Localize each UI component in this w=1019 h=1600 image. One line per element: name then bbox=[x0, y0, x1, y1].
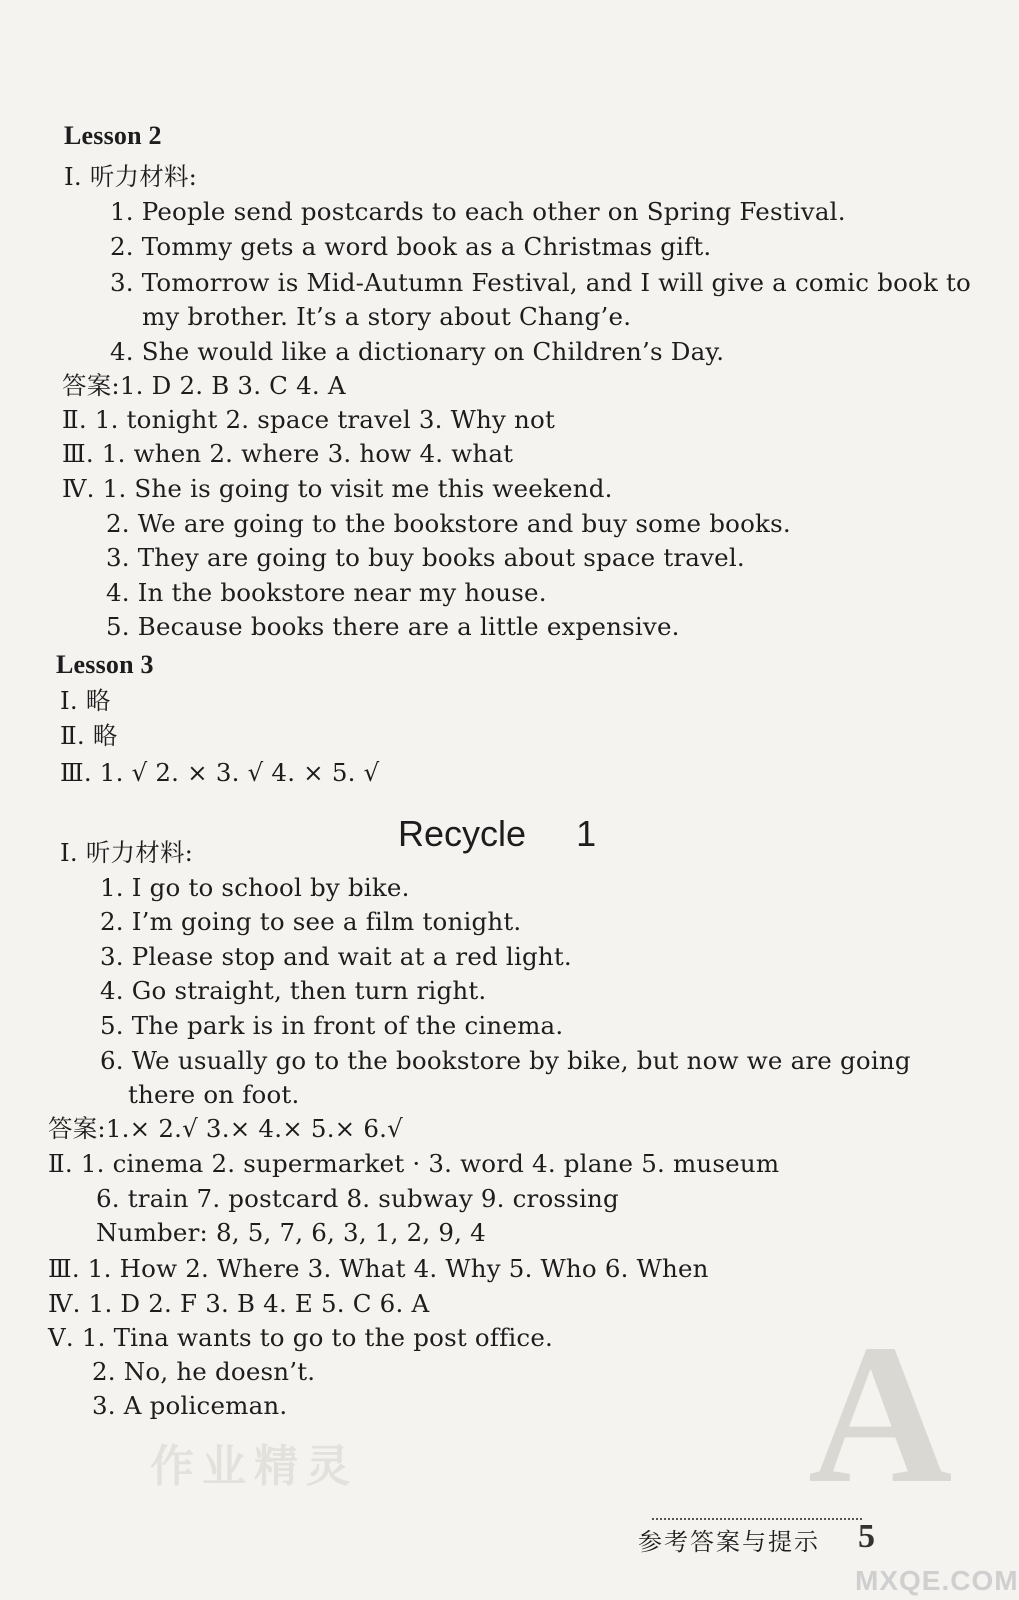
lesson3-section3: Ⅲ. 1. √ 2. × 3. √ 4. × 5. √ bbox=[60, 758, 380, 787]
lesson2-section4-4: 4. In the bookstore near my house. bbox=[106, 578, 547, 607]
recycle1-section5-1: Ⅴ. 1. Tina wants to go to the post office. bbox=[48, 1323, 554, 1352]
recycle1-section5-3: 3. A policeman. bbox=[92, 1391, 288, 1420]
recycle1-section2-1: Ⅱ. 1. cinema 2. supermarket · 3. word 4. plane 5. museum bbox=[48, 1149, 780, 1178]
lesson2-section4-3: 3. They are going to buy books about space travel. bbox=[106, 543, 745, 572]
recycle1-listening-4: 4. Go straight, then turn right. bbox=[100, 976, 487, 1005]
recycle1-listening-3: 3. Please stop and wait at a red light. bbox=[100, 942, 572, 971]
lesson2-listening-3-cont: my brother. It’s a story about Chang’e. bbox=[142, 302, 632, 331]
lesson2-heading: Lesson 2 bbox=[64, 121, 162, 150]
watermark-stamp-icon: 作业精灵 bbox=[150, 1441, 358, 1492]
recycle1-section5-2: 2. No, he doesn’t. bbox=[92, 1357, 316, 1386]
lesson3-heading: Lesson 3 bbox=[56, 650, 154, 679]
lesson2-section4-2: 2. We are going to the bookstore and buy some books. bbox=[106, 509, 791, 538]
lesson2-section4-1: Ⅳ. 1. She is going to visit me this weekend. bbox=[62, 474, 613, 503]
recycle1-listening-6: 6. We usually go to the bookstore by bike, but now we are going bbox=[100, 1046, 911, 1075]
recycle1-section2-2: 6. train 7. postcard 8. subway 9. crossing bbox=[96, 1184, 619, 1213]
footer-divider bbox=[652, 1518, 862, 1520]
lesson2-listening-3: 3. Tomorrow is Mid-Autumn Festival, and I will give a comic book to bbox=[110, 268, 972, 297]
recycle1-title bbox=[398, 814, 596, 854]
recycle1-section3: Ⅲ. 1. How 2. Where 3. What 4. Why 5. Who 6. When bbox=[48, 1254, 709, 1283]
recycle1-listening-5: 5. The park is in front of the cinema. bbox=[100, 1011, 564, 1040]
recycle1-listening-6-cont: there on foot. bbox=[128, 1080, 300, 1109]
lesson2-section1-label: Ⅰ. 听力材料: bbox=[64, 162, 198, 191]
lesson2-section4-5: 5. Because books there are a little expensive. bbox=[106, 612, 680, 641]
watermark-letter-icon: A bbox=[808, 1304, 953, 1525]
lesson3-section2: Ⅱ. 略 bbox=[60, 721, 118, 750]
footer-label: 参考答案与提示 bbox=[638, 1528, 820, 1556]
recycle1-answers: 答案:1.× 2.√ 3.× 4.× 5.× 6.√ bbox=[48, 1114, 403, 1143]
lesson2-listening-2: 2. Tommy gets a word book as a Christmas gift. bbox=[110, 232, 712, 261]
site-watermark: MXQE.COM bbox=[855, 1565, 1019, 1596]
lesson2-section2: Ⅱ. 1. tonight 2. space travel 3. Why not bbox=[62, 405, 555, 434]
lesson2-answers: 答案:1. D 2. B 3. C 4. A bbox=[62, 371, 346, 400]
page-number: 5 bbox=[858, 1518, 875, 1555]
recycle1-title-number: 1 bbox=[576, 813, 597, 854]
lesson2-listening-4: 4. She would like a dictionary on Children’s Day. bbox=[110, 337, 725, 366]
recycle1-title-word: Recycle bbox=[398, 813, 527, 854]
recycle1-listening-1: 1. I go to school by bike. bbox=[100, 873, 410, 902]
recycle1-section1-label: Ⅰ. 听力材料: bbox=[60, 838, 194, 867]
lesson2-section3: Ⅲ. 1. when 2. where 3. how 4. what bbox=[62, 439, 514, 468]
lesson2-listening-1: 1. People send postcards to each other on Spring Festival. bbox=[110, 197, 846, 226]
recycle1-listening-2: 2. I’m going to see a film tonight. bbox=[100, 907, 522, 936]
lesson3-section1: Ⅰ. 略 bbox=[60, 686, 111, 715]
recycle1-section4: Ⅳ. 1. D 2. F 3. B 4. E 5. C 6. A bbox=[48, 1289, 430, 1318]
recycle1-section2-number: Number: 8, 5, 7, 6, 3, 1, 2, 9, 4 bbox=[96, 1218, 486, 1247]
